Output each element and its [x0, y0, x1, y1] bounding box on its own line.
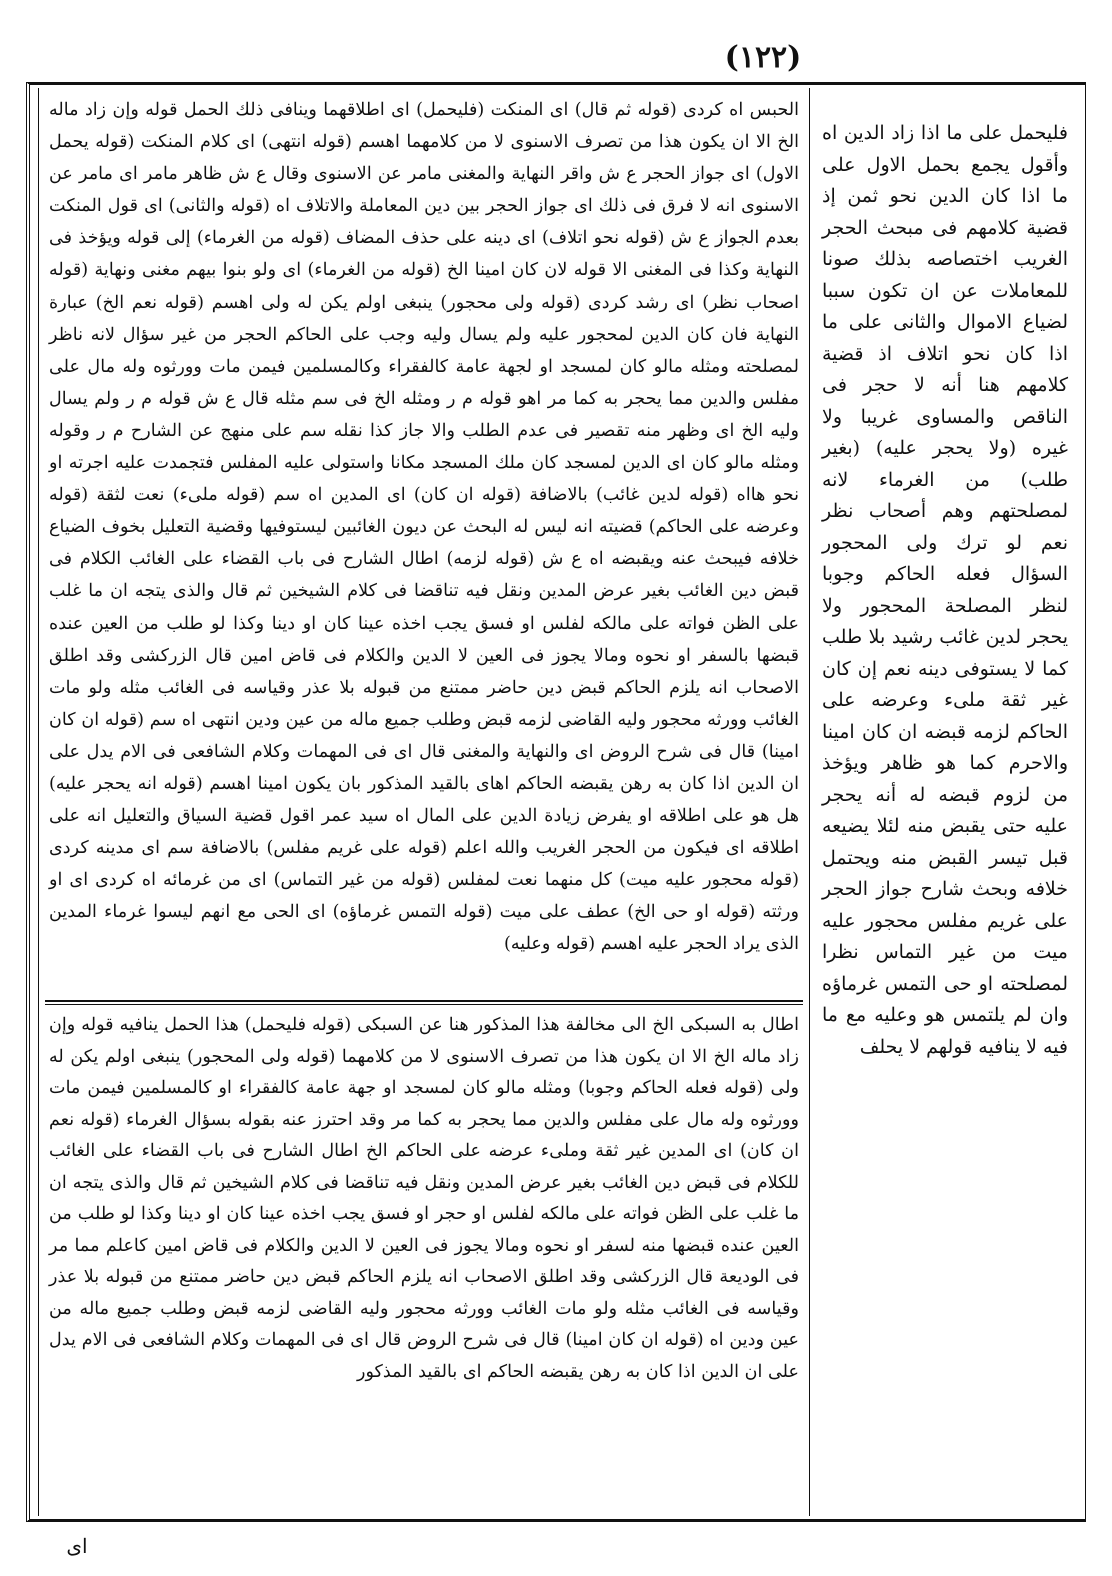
main-text-column [38, 88, 810, 1516]
margin-text-column: فليحمل على ما اذا زاد الدين اه وأقول يجمع بحمل الاول على ما اذا كان الدين نحو ثمن إذ قضية كلامهم فى مبحث الحجر الغريب اختصاصه بذلك صونا للمعاملات عن ان تكون سببا لضياع الاموال والثانى على ما اذا كان نحو اتلاف اذ قضية كلامهم هنا أنه لا حجر فى الناقص والمساوى غريبا ولا غيره (ولا يحجر عليه) (بغير طلب) من الغرماء لانه لمصلحتهم وهم أصحاب نظر نعم لو ترك ولى المحجور السؤال فعله الحاكم وجوبا لنظر المصلحة المحجور ولا يحجر لدين غائب رشيد بلا طلب كما لا يستوفى دينه نعم إن كان غير ثقة ملىء وعرضه على الحاكم لزمه قبضه ان كان امينا والاحرم كما هو ظاهر ويؤخذ من لزوم قبضه له أنه يحجر عليه حتى يقبض منه لئلا يضيعه قبل تيسر القبض منه ويحتمل خلافه وبحث شارح جواز الحجر على غريم مفلس محجور عليه ميت من غير التماس نظرا لمصلحته او حى التمس غرماؤه وان لم يلتمس هو وعليه مع ما فيه لا ينافيه قولهم لا يحلف [822, 122, 1068, 1058]
commentary-lower-section: اطال به السبكى الخ الى مخالفة هذا المذكور هنا عن السبكى (قوله فليحمل) هذا الحمل ينافيه قوله وإن زاد ماله الخ الا ان يكون هذا من تصرف الاسنوى لا من كلامهما (قوله ولى المحجور) ينبغى اولم يكن له ولى (قوله فعله الحاكم وجوبا) ومثله مالو كان لمسجد او جهة عامة كالفقراء او كالمسلمين فيمن مات وورثوه وله مال على مفلس والدين مما يحجر به كما مر وقد احترز عنه بقوله بسؤال الغرماء (قوله نعم ان كان) اى المدين غير ثقة وملىء عرضه على الحاكم الخ اطال الشارح فى باب القضاء على الغائب للكلام فى قبض دين الغائب بغير عرض المدين ونقل فيه تناقضا فى كلام الشيخين ثم قال والذى يتجه ان ما غلب على الظن فواته على مالكه لفلس او حجر او فسق يجب اخذه عينا كان او دينا وكذا لو طلب من العين عنده قبضها منه لسفر او نحوه ومالا يجوز فى العين لا الدين والكلام فى قاض امين كاعلم مما مر فى الوديعة قال الزركشى وقد اطلق الاصحاب انه يلزم الحاكم قبض دين حاضر ممتنع من قبوله بلا عذر وقياسه فى الغائب مثله ولو مات الغائب وورثه محجور وليه القاضى لزمه قبض وطلب جميع ماله من عين ودين اه (قوله ان كان امينا) قال فى شرح الروض قال اى فى المهمات وكلام الشافعى فى الام يدل على ان الدين اذا كان به رهن يقبضه الحاكم اى بالقيد المذكور [49, 1015, 799, 1382]
commentary-upper-section: الحبس اه كردى (قوله ثم قال) اى المنكت (فليحمل) اى اطلاقهما وينافى ذلك الحمل قوله وإن زاد ماله الخ الا ان يكون هذا من تصرف الاسنوى لا من كلامهما اهسم (قوله انتهى) اى كلام المنكت (قوله يحمل الاول) اى جواز الحجر ع ش واقر النهاية والمغنى مامر عن الاسنوى وقال ع ش ظاهر مامر اى مامر عن الاسنوى انه لا فرق فى ذلك اى جواز الحجر بين دين المعاملة والاتلاف اه (قوله والثانى) اى قول المنكت بعدم الجواز ع ش (قوله نحو اتلاف) اى دينه على حذف المضاف (قوله من الغرماء) إلى قوله ويؤخذ فى النهاية وكذا فى المغنى الا قوله لان كان امينا الخ (قوله من الغرماء) اى ولو بنوا بيهم مغنى ونهاية (قوله اصحاب نظر) اى رشد كردى (قوله ولى محجور) ينبغى اولم يكن له ولى اهسم (قوله نعم الخ) عبارة النهاية فان كان الدين لمحجور عليه ولم يسال وليه وجب على الحاكم الحجر من غير سؤال لانه ناظر لمصلحته ومثله مالو كان لمسجد او لجهة عامة كالفقراء وكالمسلمين فيمن مات وورثوه وله مال على مفلس والدين مما يحجر به كما مر اهو قوله م ر ومثله الخ فى سم مثله قال ع ش قوله م ر ولم يسال وليه الخ اى وظهر منه تقصير فى عدم الطلب والا جاز كذا نقله سم على منهج عن الشارح م ر وقوله ومثله مالو كان اى الدين لمسجد كان ملك المسجد مكانا واستولى عليه المفلس فتجمدت عليه اجرته او نحو هااه (قوله لدين غائب) بالاضافة (قوله ان كان) اى المدين اه سم (قوله ملىء) نعت لثقة (قوله وعرضه على الحاكم) قضيته انه ليس له البحث عن ديون الغائبين ليستوفيها وقضية التعليل بخوف الضياع خلافه فيبحث عنه ويقبضه اه ع ش (قوله لزمه) اطال الشارح فى باب القضاء على الغائب الكلام فى قبض دين الغائب بغير عرض المدين ونقل فيه تناقضا فى كلام الشيخين ثم قال والذى يتجه ان ما غلب على الظن فواته على مالكه لفلس او فسق يجب اخذه عينا كان او دينا وكذا لو طلب من العين عنده قبضها بالسفر او نحوه ومالا يجوز فى العين لا الدين والكلام فى قاض امين قال الزركشى وقد اطلق الاصحاب انه يلزم الحاكم قبض دين حاضر ممتنع من قبوله بلا عذر وقياسه فى الغائب مثله ولو مات الغائب وورثه محجور وليه القاضى لزمه قبض وطلب جميع ماله من عين ودين انتهى اه سم (قوله ان كان امينا) قال فى شرح الروض اى والنهاية والمغنى قال اى فى المهمات وكلام الشافعى فى الام يدل على ان الدين اذا كان به رهن يقبضه الحاكم اهاى بالقيد المذكور بان يكون امينا اهسم (قوله انه يحجر عليه) هل هو على اطلاقه او يفرض زيادة الدين على المال اه سيد عمر اقول قضية السياق والتعليل انه على اطلاقه اى فيكون من الحجر الغريب والله اعلم (قوله على غريم مفلس) بالاضافة سم اى مدينه كردى (قوله محجور عليه ميت) كل منهما نعت لمفلس (قوله من غير التماس) اى من غرمائه اه كردى اى او ورثته (قوله او حى الخ) عطف على ميت (قوله التمس غرماؤه) اى الحى مع انهم ليسوا غرماء المدين الذى يراد الحجر عليه اهسم (قوله وعليه) [49, 100, 799, 955]
page-number: (١٢٢) [724, 40, 802, 75]
section-divider [45, 1000, 803, 1005]
catchword: اى [66, 1534, 88, 1558]
